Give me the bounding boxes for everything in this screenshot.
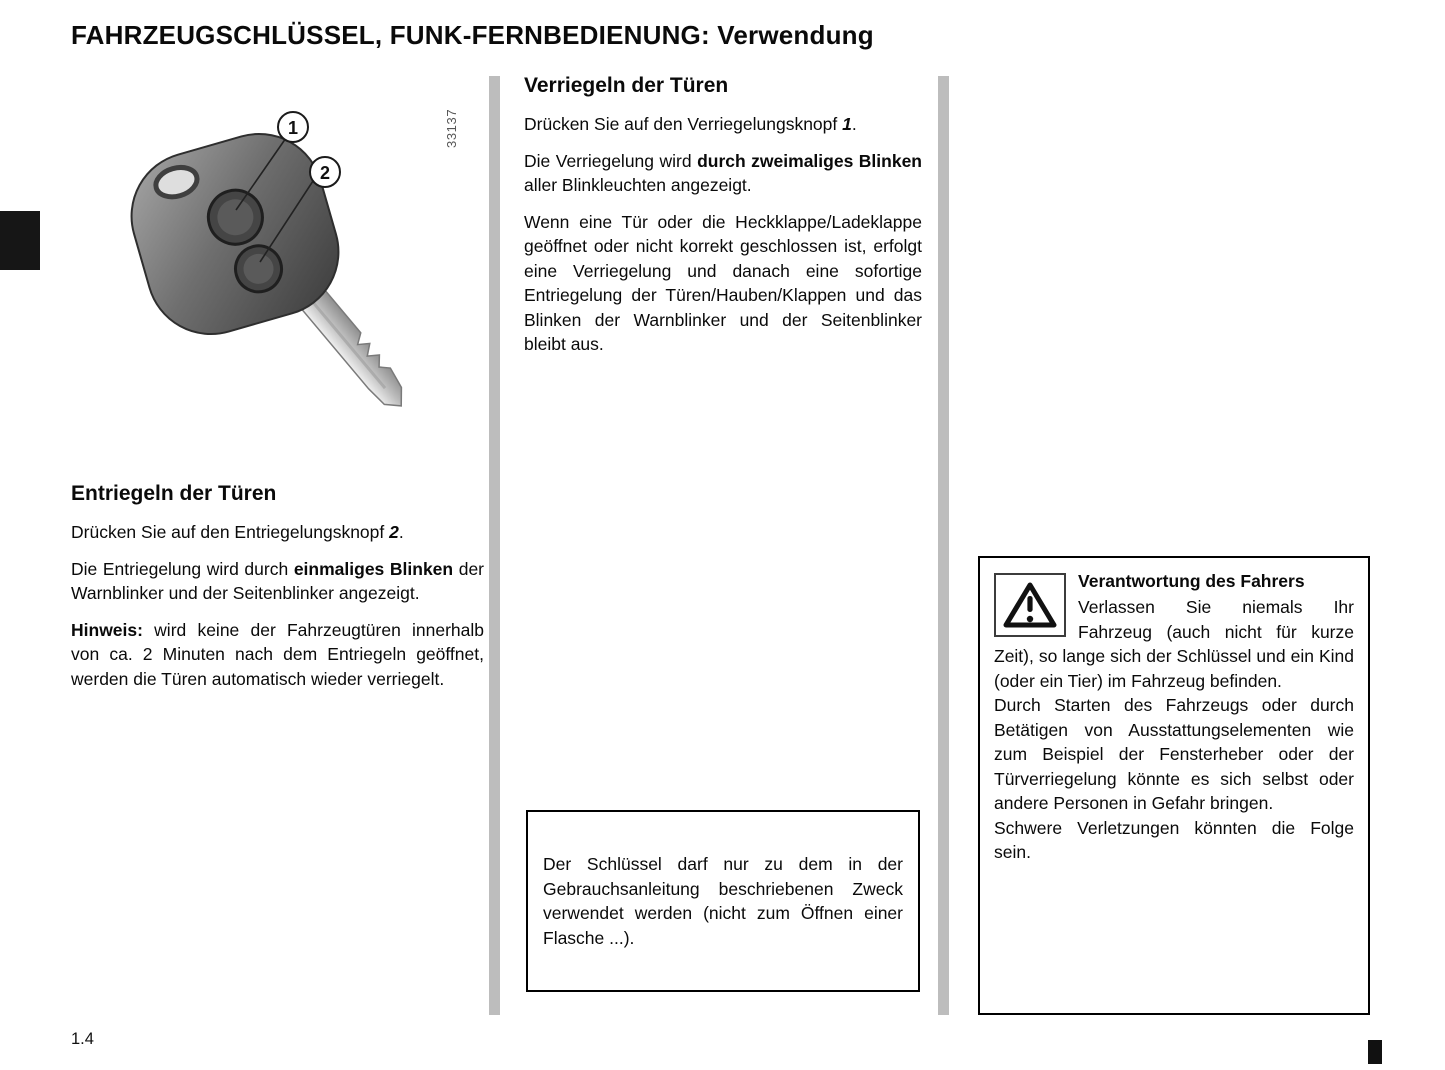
lock-paragraph-2 <box>524 149 922 198</box>
callout-label-2: 2 <box>319 163 331 183</box>
callout-label-1: 1 <box>287 118 299 138</box>
warning-paragraph-3: Schwere Verletzungen könnten die Folge sein. <box>994 817 1354 862</box>
lock-heading: Verriegeln der Türen <box>524 74 729 97</box>
text-run: aller Blinkleuchten angezeigt. <box>524 175 752 195</box>
chapter-edge-tab <box>0 211 40 270</box>
key-usage-note-box <box>526 810 920 992</box>
text-run: Die Entriegelung wird durch <box>71 558 294 579</box>
column-divider-right <box>938 76 949 1015</box>
text-run: wird keine der Fahrzeugtüren innerhalb von ca. 2 Minuten nach dem Entriegeln geöffnet, werden die Türen automatisch wieder verriegelt. <box>71 619 484 689</box>
unlock-paragraph-3 <box>71 618 484 692</box>
key-illustration <box>90 106 435 441</box>
button-number-ref: 1 <box>842 114 852 134</box>
unlock-section <box>71 482 484 703</box>
text-run: Drücken Sie auf den Entriegelungsknopf <box>71 522 390 542</box>
page-number: 1.4 <box>71 1030 94 1048</box>
driver-responsibility-warning-box <box>978 556 1370 1015</box>
warning-paragraph-1: Verlassen Sie niemals Ihr Fahrzeug (auch nicht für kurze Zeit), so lange sich der Schlüssel und ein Kind (oder ein Tier) im Fahrzeug befinden. <box>994 597 1354 691</box>
unlock-paragraph-2 <box>71 557 484 606</box>
button-number-ref: 2 <box>389 522 399 542</box>
unlock-paragraph-1 <box>71 520 484 545</box>
figure-number: 33137 <box>444 108 459 148</box>
warning-paragraph-2: Durch Starten des Fahrzeugs oder durch Betätigen von Ausstattungselementen wie zum Beispiel der Fensterheber oder der Türverriegelung könnte es sich selbst oder andere Personen in Gefahr bringen. <box>994 695 1354 813</box>
text-run: Drücken Sie auf den Verriegelungsknopf <box>524 114 843 134</box>
warning-triangle-icon <box>994 573 1066 637</box>
lock-paragraph-3: Wenn eine Tür oder die Heckklappe/Ladeklappe geöffnet oder nicht korrekt geschlossen ist, erfolgt eine Verriegelung und danach eine sofortige Entriegelung der Türen/Hauben/Klappen und das Blinken der Warnblinker und der Seitenblinker bleibt aus. <box>524 211 922 354</box>
warning-triangle-glyph <box>1003 581 1057 629</box>
lock-paragraph-1 <box>524 112 922 137</box>
key-usage-note-text: Der Schlüssel darf nur zu dem in der Gebrauchsanleitung beschriebenen Zweck verwendet werden (nicht zum Öffnen einer Flasche ...). <box>543 854 903 948</box>
unlock-heading: Entriegeln der Türen <box>71 482 277 505</box>
text-run: der Warnblinker und der Seitenblinker angezeigt. <box>71 558 485 603</box>
page-title: FAHRZEUGSCHLÜSSEL, FUNK-FERNBEDIENUNG: Verwendung <box>71 20 874 50</box>
lock-section <box>524 74 922 369</box>
text-run-bold: durch zweimaliges Blinken <box>697 150 922 171</box>
text-run: Die Verriegelung wird <box>524 150 698 171</box>
column-divider-left <box>489 76 500 1015</box>
text-run-bold: einmaliges Blinken <box>293 558 454 579</box>
corner-print-mark <box>1368 1040 1382 1064</box>
warning-heading: Verantwortung des Fahrers <box>1078 571 1305 591</box>
note-label: Hinweis: <box>71 619 143 640</box>
text-run: . <box>851 114 857 134</box>
text-run: . <box>398 522 404 542</box>
